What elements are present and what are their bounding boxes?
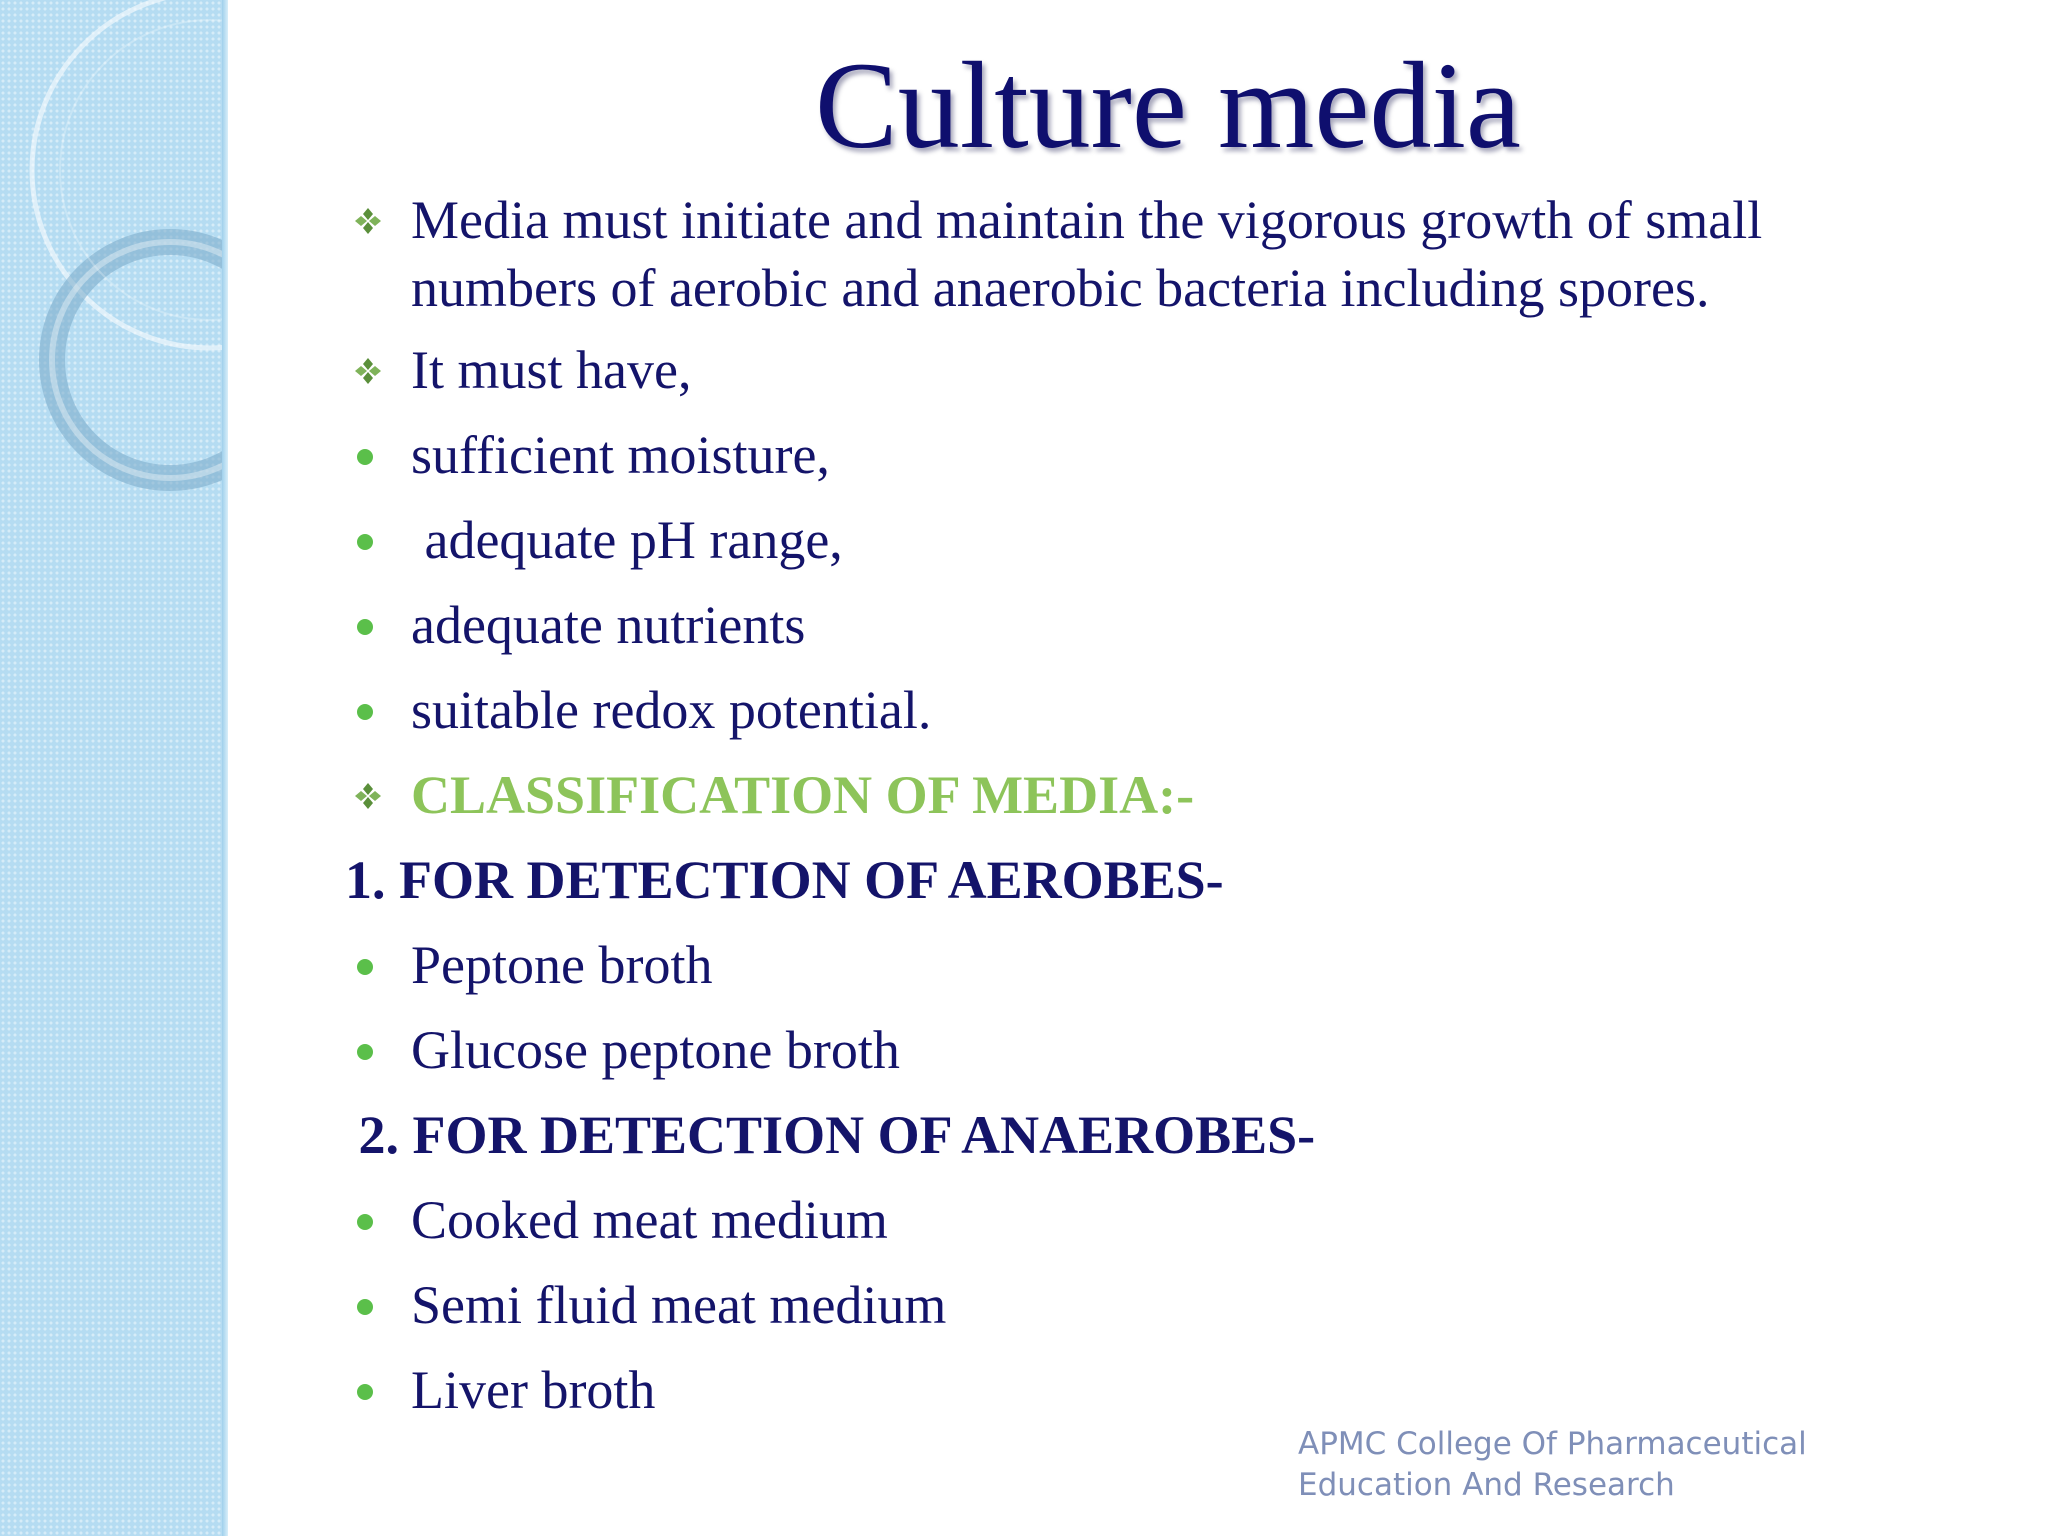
bullet-text: adequate pH range, <box>411 510 843 570</box>
green-dot-icon <box>357 959 373 975</box>
green-dot-icon <box>357 1384 373 1400</box>
bullet-text: Cooked meat medium <box>411 1190 888 1250</box>
slide-title: Culture media <box>815 37 1521 174</box>
four-diamond-icon <box>353 356 383 386</box>
sidebar-circles-decoration <box>0 0 228 1536</box>
footer-institution <box>1298 1424 1807 1506</box>
bullet-text: Media must initiate and maintain the vigorous growth of small numbers of aerobic and anaerobic bacteria including spores. <box>411 190 1763 318</box>
sidebar-edge <box>222 0 228 1536</box>
green-dot-icon <box>357 1044 373 1060</box>
four-diamond-icon <box>353 206 383 236</box>
green-dot-icon <box>357 704 373 720</box>
footer-line-1: APMC College Of Pharmaceutical <box>1298 1426 1807 1462</box>
decorative-sidebar <box>0 0 228 1536</box>
bullet-text: adequate nutrients <box>411 595 806 655</box>
green-dot-icon <box>357 1214 373 1230</box>
bullet-text: Glucose peptone broth <box>411 1020 900 1080</box>
bullet-text: sufficient moisture, <box>411 425 830 485</box>
bullet-text: Semi fluid meat medium <box>411 1275 947 1335</box>
four-diamond-icon <box>353 781 383 811</box>
green-dot-icon <box>357 619 373 635</box>
bullet-text: suitable redox potential. <box>411 680 932 740</box>
classification-heading: CLASSIFICATION OF MEDIA:- <box>411 765 1195 825</box>
section-heading-aerobes: 1. FOR DETECTION OF AEROBES- <box>345 850 1224 910</box>
bullet-text: Peptone broth <box>411 935 713 995</box>
green-dot-icon <box>357 449 373 465</box>
bullet-text: It must have, <box>411 340 692 400</box>
green-dot-icon <box>357 534 373 550</box>
green-dot-icon <box>357 1299 373 1315</box>
bullet-text: Liver broth <box>411 1360 656 1420</box>
section-heading-anaerobes: 2. FOR DETECTION OF ANAEROBES- <box>345 1105 1316 1165</box>
footer-line-2: Education And Research <box>1298 1467 1675 1503</box>
